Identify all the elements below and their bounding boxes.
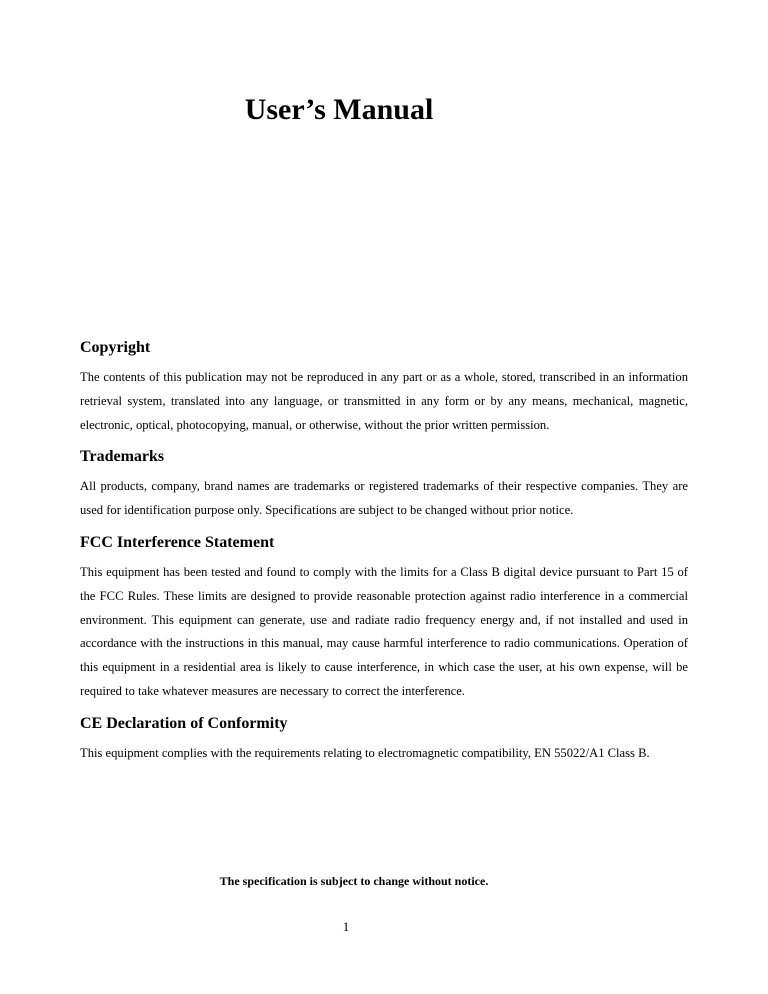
section-ce-declaration: [80, 712, 688, 766]
specification-notice: The specification is subject to change without notice.: [219, 874, 489, 888]
section-trademarks: [80, 445, 688, 523]
section-paragraph: The contents of this publication may not be reproduced in any part or as a whole, stored, transcribed in an information retrieval system, translated into any language, or transmitted in any form or by any means, mechanical, magnetic, electronic, optical, photocopying, manual, or otherwise, without the prior written permission.: [80, 370, 688, 432]
section-copyright: [80, 336, 688, 437]
section-paragraph: All products, company, brand names are trademarks or registered trademarks of their respective companies. They are used for identification purpose only. Specifications are subject to be changed without prior notice.: [80, 479, 688, 518]
document-title: User’s Manual: [244, 93, 434, 126]
section-heading: CE Declaration of Conformity: [80, 714, 288, 732]
section-paragraph: This equipment complies with the requirements relating to electromagnetic compatibility, EN 55022/A1 Class B.: [80, 745, 650, 760]
document-body: [80, 336, 688, 774]
section-heading: FCC Interference Statement: [80, 533, 275, 551]
section-heading: Copyright: [80, 339, 151, 356]
section-heading: Trademarks: [80, 448, 165, 466]
section-fcc-statement: [80, 531, 688, 704]
section-paragraph: This equipment has been tested and found to comply with the limits for a Class B digital device pursuant to Part 15 of the FCC Rules. These limits are designed to provide reasonable protection against radio interference in a commercial environment. This equipment can generate, use and radiate radio frequency energy and, if not installed and used in accordance with the instructions in this manual, may cause harmful interference to radio communications. Operation of this equipment in a residential area is likely to cause interference, in which case the user, at his own expense, will be required to take whatever measures are necessary to correct the interference.: [80, 564, 688, 698]
page-number: 1: [342, 919, 350, 934]
